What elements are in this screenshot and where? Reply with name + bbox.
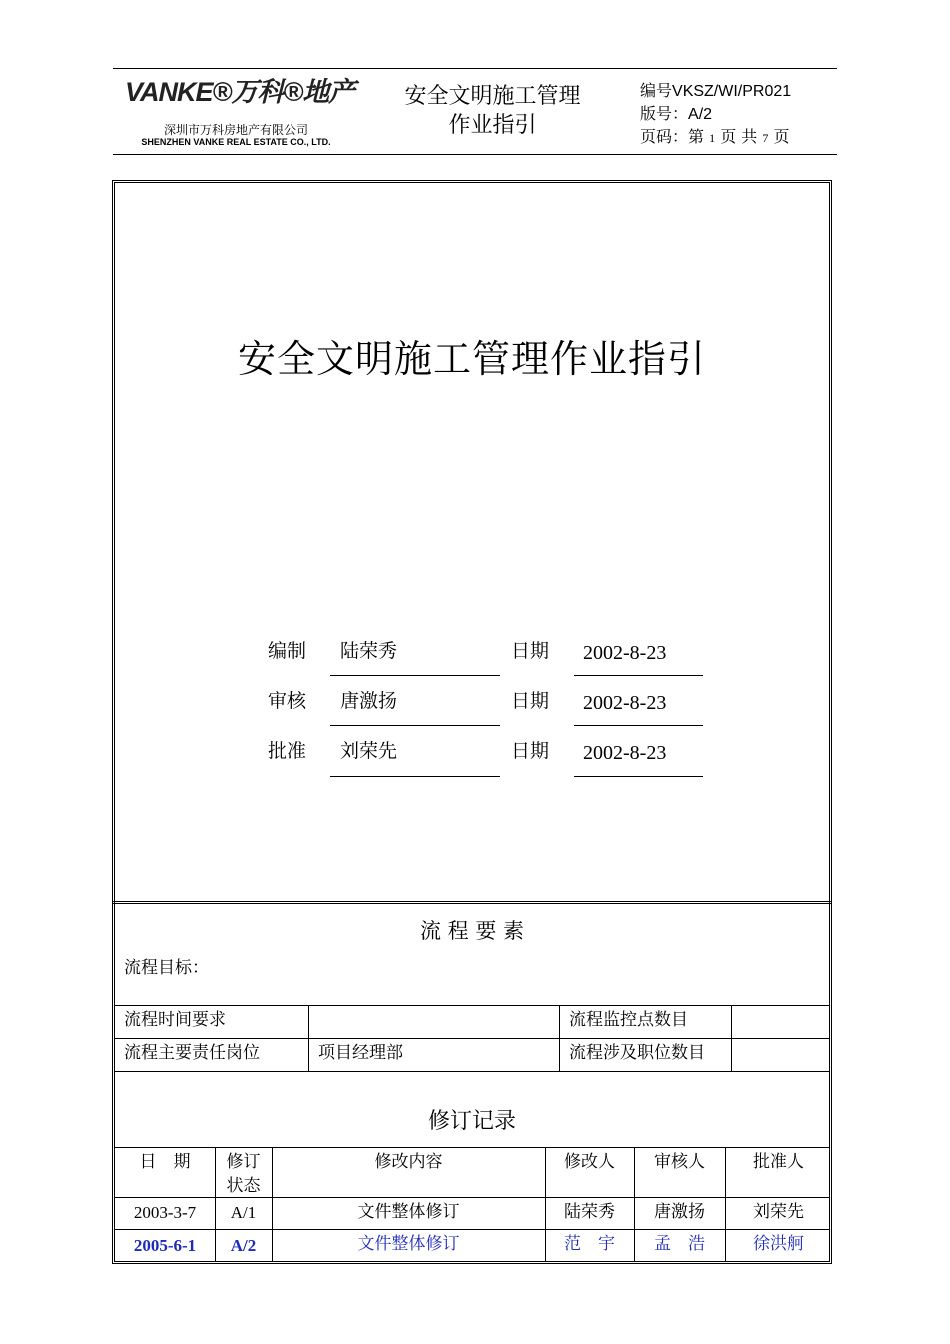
header-bottom-rule bbox=[113, 154, 837, 155]
signoff-role-3: 批准 bbox=[268, 740, 307, 762]
page-total: 7 bbox=[762, 131, 769, 145]
company-name-en: SHENZHEN VANKE REAL ESTATE CO., LTD. bbox=[141, 137, 331, 147]
signoff-date-3: 2002-8-23 bbox=[583, 742, 667, 764]
signoff-underline bbox=[330, 725, 500, 726]
signoff-name-3: 刘荣先 bbox=[340, 740, 398, 762]
revision-section-title: 修订记录 bbox=[427, 1109, 516, 1134]
page-current: 1 bbox=[709, 131, 716, 145]
table-rule bbox=[115, 1229, 829, 1230]
signoff-underline bbox=[574, 776, 703, 777]
table-col-rule bbox=[559, 1005, 560, 1071]
header-doc-info bbox=[640, 80, 791, 149]
process-section-title: 流 程 要 素 bbox=[419, 919, 525, 943]
rev-date: 2003-3-7 bbox=[133, 1203, 197, 1222]
doc-version-value: A/2 bbox=[688, 106, 713, 123]
rev-header-content: 修改内容 bbox=[374, 1152, 443, 1172]
table-col-rule bbox=[731, 1005, 732, 1071]
rev-approver: 徐洪舸 bbox=[753, 1234, 804, 1254]
process-goal-label: 流程目标： bbox=[124, 958, 209, 978]
rev-content: 文件整体修订 bbox=[357, 1234, 460, 1254]
rev-header-reviewer: 审核人 bbox=[654, 1152, 705, 1172]
process-positions-label: 流程涉及职位数目 bbox=[569, 1043, 705, 1063]
signoff-underline bbox=[330, 675, 500, 676]
signoff-date-label-3: 日期 bbox=[511, 740, 550, 762]
rev-status: A/2 bbox=[230, 1236, 257, 1255]
signoff-role-1: 编制 bbox=[268, 640, 307, 662]
signoff-date-label-1: 日期 bbox=[511, 640, 550, 662]
signoff-role-2: 审核 bbox=[268, 690, 307, 712]
header-title-line1: 安全文明施工管理 bbox=[404, 84, 581, 109]
section-separator bbox=[112, 901, 832, 904]
table-rule bbox=[115, 1038, 829, 1039]
rev-date: 2005-6-1 bbox=[133, 1236, 197, 1255]
rev-header-date: 日 期 bbox=[139, 1152, 191, 1172]
rev-header-approver: 批准人 bbox=[753, 1152, 804, 1172]
doc-version bbox=[640, 103, 791, 126]
rev-modifier: 陆荣秀 bbox=[564, 1202, 615, 1222]
doc-version-label: 版号： bbox=[640, 104, 689, 123]
rev-header-status-line1: 修订 bbox=[226, 1152, 261, 1172]
page-label: 页码：第 bbox=[640, 127, 705, 146]
rev-header-modifier: 修改人 bbox=[564, 1152, 615, 1172]
header-top-rule bbox=[113, 68, 837, 69]
doc-number bbox=[640, 80, 791, 103]
rev-status: A/1 bbox=[230, 1203, 257, 1222]
table-rule bbox=[115, 1071, 829, 1072]
rev-reviewer: 孟 浩 bbox=[654, 1234, 705, 1254]
doc-number-label: 编号 bbox=[640, 81, 673, 100]
vanke-logo: VANKE®万科®地产 bbox=[125, 77, 355, 107]
process-owner-value: 项目经理部 bbox=[318, 1043, 403, 1063]
doc-page bbox=[640, 126, 791, 149]
signoff-date-label-2: 日期 bbox=[511, 690, 550, 712]
signoff-underline bbox=[574, 675, 703, 676]
process-owner-label: 流程主要责任岗位 bbox=[124, 1043, 260, 1063]
table-col-rule bbox=[308, 1005, 309, 1071]
page-mid: 页 共 bbox=[720, 127, 758, 146]
signoff-date-2: 2002-8-23 bbox=[583, 692, 667, 714]
company-name-cn: 深圳市万科房地产有限公司 bbox=[163, 123, 308, 137]
rev-header-status bbox=[215, 1150, 272, 1198]
header-title bbox=[385, 82, 600, 140]
header-title-line2: 作业指引 bbox=[448, 113, 537, 138]
process-monitor-label: 流程监控点数目 bbox=[569, 1010, 688, 1030]
signoff-date-1: 2002-8-23 bbox=[583, 642, 667, 664]
cover-title: 安全文明施工管理作业指引 bbox=[237, 337, 706, 381]
signoff-name-1: 陆荣秀 bbox=[340, 640, 398, 662]
rev-reviewer: 唐激扬 bbox=[654, 1202, 705, 1222]
rev-approver: 刘荣先 bbox=[753, 1202, 804, 1222]
signoff-name-2: 唐激扬 bbox=[340, 690, 398, 712]
table-rule bbox=[115, 1005, 829, 1006]
rev-header-status-line2: 状态 bbox=[226, 1176, 261, 1196]
table-rule bbox=[115, 1147, 829, 1148]
rev-content: 文件整体修订 bbox=[357, 1202, 460, 1222]
doc-number-value: VKSZ/WI/PR021 bbox=[672, 83, 792, 100]
process-time-label: 流程时间要求 bbox=[124, 1010, 226, 1030]
signoff-underline bbox=[574, 725, 703, 726]
page-end: 页 bbox=[773, 127, 790, 146]
signoff-underline bbox=[330, 776, 500, 777]
rev-modifier: 范 宇 bbox=[564, 1234, 615, 1254]
